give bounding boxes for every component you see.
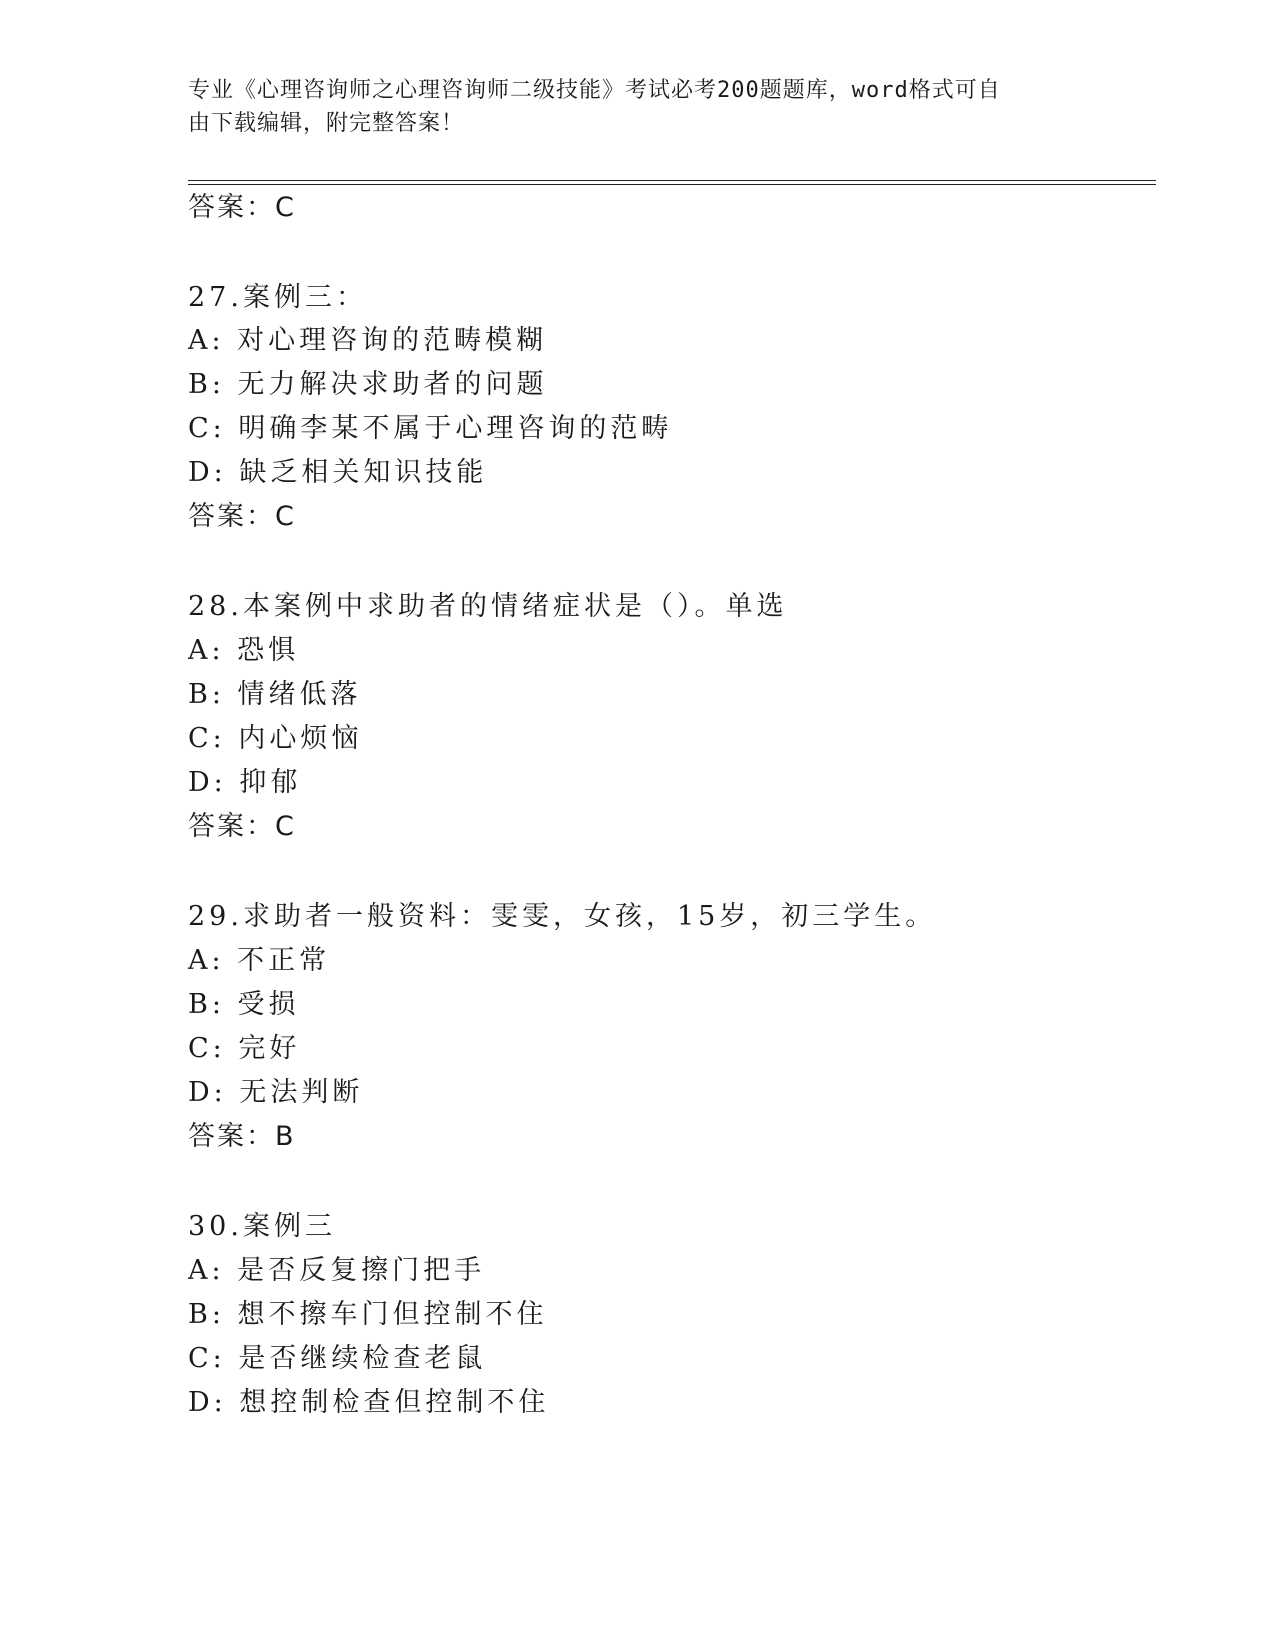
- answer-line-26: 答案：C: [188, 192, 296, 223]
- option-28-c: C: 内心烦恼: [188, 723, 363, 754]
- answer-line-27: 答案：C: [188, 501, 296, 532]
- header-divider: [188, 180, 1156, 181]
- option-29-a: A: 不正常: [188, 945, 331, 976]
- option-29-b: B: 受损: [188, 989, 300, 1020]
- option-29-d: D: 无法判断: [188, 1077, 364, 1108]
- header-line-1: 专业《心理咨询师之心理咨询师二级技能》考试必考200题题库，word格式可自: [188, 78, 1001, 103]
- option-30-b: B: 想不擦车门但控制不住: [188, 1299, 548, 1330]
- option-30-c: C: 是否继续检查老鼠: [188, 1343, 487, 1374]
- header-line-2: 由下载编辑，附完整答案！: [188, 111, 465, 136]
- answer-line-28: 答案：C: [188, 811, 296, 842]
- question-stem-30: 30.案例三: [188, 1211, 336, 1242]
- option-27-b: B: 无力解决求助者的问题: [188, 369, 548, 400]
- question-stem-29: 29.求助者一般资料：雯雯，女孩，15岁，初三学生。: [188, 901, 937, 932]
- question-stem-27: 27.案例三：: [188, 282, 367, 313]
- option-28-a: A: 恐惧: [188, 635, 300, 666]
- option-28-b: B: 情绪低落: [188, 679, 362, 710]
- option-30-a: A: 是否反复擦门把手: [188, 1255, 486, 1286]
- option-27-c: C: 明确李某不属于心理咨询的范畴: [188, 413, 673, 444]
- answer-line-29: 答案：B: [188, 1121, 296, 1152]
- question-stem-28: 28.本案例中求助者的情绪症状是（）。单选: [188, 591, 788, 622]
- document-header: [188, 74, 1088, 140]
- option-27-a: A: 对心理咨询的范畴模糊: [188, 325, 548, 356]
- option-28-d: D: 抑郁: [188, 767, 302, 798]
- option-27-d: D: 缺乏相关知识技能: [188, 457, 488, 488]
- header-divider-thin: [188, 184, 1156, 185]
- option-29-c: C: 完好: [188, 1033, 301, 1064]
- option-30-d: D: 想控制检查但控制不住: [188, 1387, 550, 1418]
